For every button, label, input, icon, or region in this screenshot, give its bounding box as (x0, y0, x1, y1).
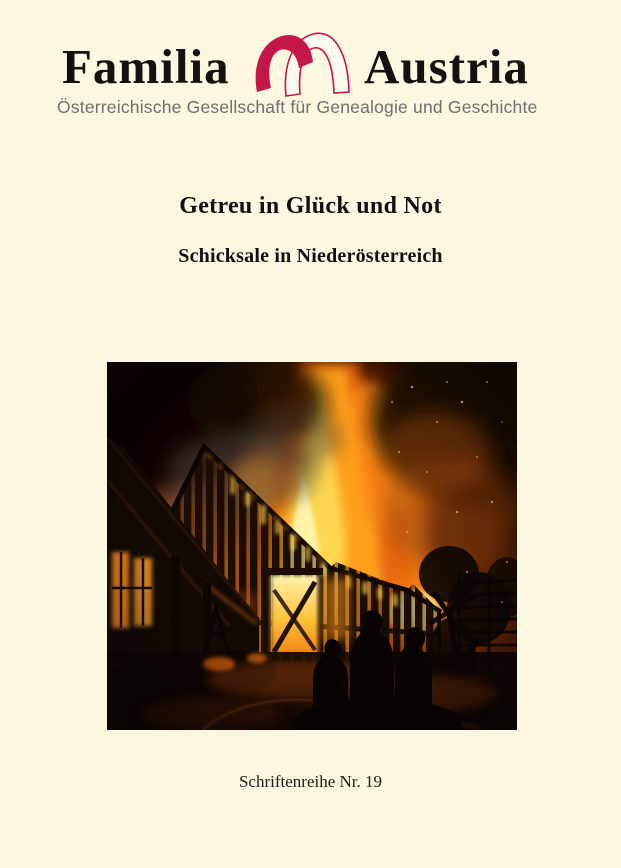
photo-vignette (107, 362, 517, 730)
logo-word-austria: Austria (364, 39, 529, 94)
organization-tagline: Österreichische Gesellschaft für Genealogie und Geschichte (57, 97, 538, 117)
familia-austria-arch-logo-icon (253, 30, 353, 101)
logo-word-familia: Familia (62, 39, 230, 94)
series-number: Schriftenreihe Nr. 19 (238, 772, 383, 791)
logo-arch-left (256, 35, 313, 92)
cover-photo-barn-fire (107, 362, 517, 730)
book-subtitle: Schicksale in Niederösterreich (178, 245, 443, 267)
book-title: Getreu in Glück und Not (179, 193, 442, 219)
